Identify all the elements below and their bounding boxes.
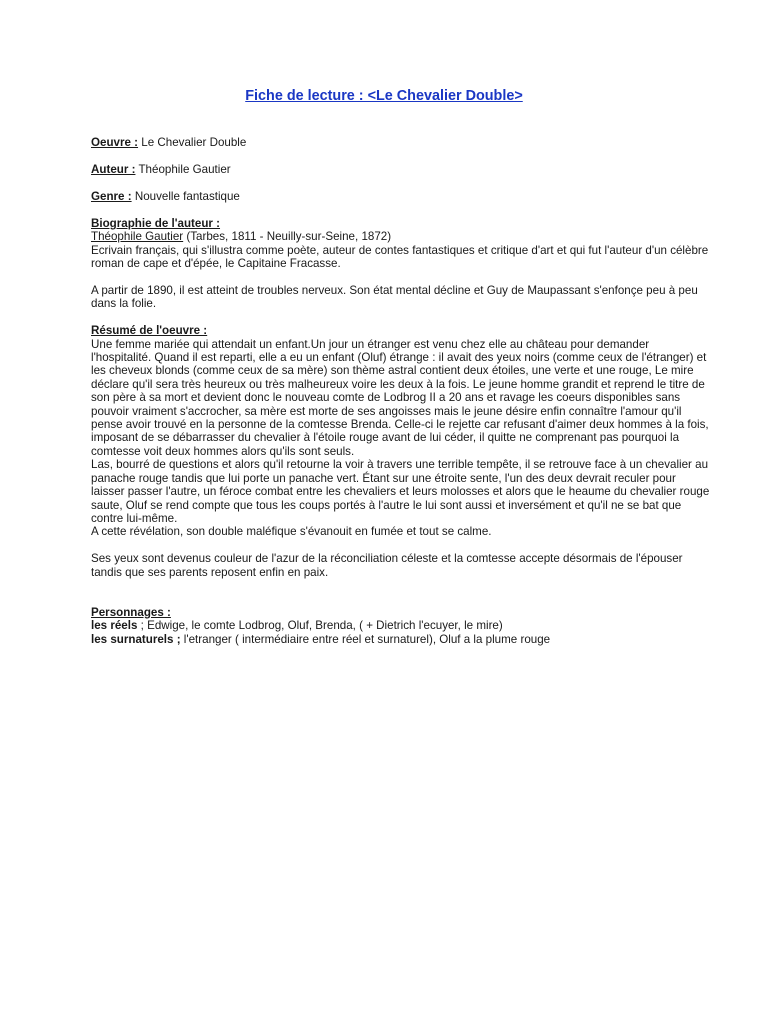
resume-paragraph-4: Ses yeux sont devenus couleur de l'azur de la réconciliation céleste et la comtesse accepte désormais de l'épouser tandis que ses parents reposent enfin en paix. [91,552,683,579]
resume-paragraph-3: A cette révélation, son double maléfique s'évanouit en fumée et tout se calme. [91,525,492,539]
resume-section [91,324,711,579]
author-name-link[interactable]: Théophile Gautier [91,230,184,244]
resume-paragraph-1: Une femme mariée qui attendait un enfant.Un jour un étranger est venu chez elle au château pour demander l'hospitalité. Quand il est reparti, elle a eu un enfant (Oluf) étrange : il avait des yeux noirs (comme ceux de l'étranger) et les cheveux blonds (comme ceux de sa mère) son thème astral contient deux étoiles, une verte et une rouge, Le mire déclare qu'il sera très heureux ou très malheureux voire les deux à la fois. Le jeune homme grandit et reprend le titre de son père à sa mort et devient donc le nouveau comte de Lodbrog II a 20 ans et ravage les coeurs disponibles sans pouvoir vraiment s'accrocher, sa mère est morte de ses angoisses mais le jeune désire enfin connaître l'amour qu'il pense avoir trouvé en la personne de la comtesse Brenda. Celle-ci le rejette car refusant d'aimer deux hommes à la fois, imposant de se débarrasser du chevalier à l'étoile rouge avant de lui céder, il quitte ne comprenant pas pourquoi la comtesse voit deux hommes alors qu'ils sont seuls. [91,337,709,458]
personnages-reels-line [91,619,711,632]
personnages-surnaturels-value: l'etranger ( intermédiaire entre réel et surnaturel), Oluf a la plume rouge [180,632,551,646]
biographie-heading: Biographie de l'auteur : [91,217,221,230]
field-auteur [91,163,711,176]
biographie-paragraph-2: A partir de 1890, il est atteint de troubles nerveux. Son état mental décline et Guy de Maupassant s'enfonçe peu à peu dans la folie. [91,284,698,311]
document-content [91,136,711,646]
document-title: Fiche de lecture : <Le Chevalier Double> [245,88,523,104]
resume-heading: Résumé de l'oeuvre : [91,324,208,338]
field-oeuvre-value: Le Chevalier Double [141,136,247,149]
field-genre [91,190,711,203]
biographie-paragraph-1: Ecrivain français, qui s'illustra comme poète, auteur de contes fantastiques et critique d'art et qui fut l'auteur d'un célèbre roman de cape et d'épée, le Capitaine Fracasse. [91,243,709,271]
personnages-surnaturels-line [91,633,711,646]
field-oeuvre-label: Oeuvre : [91,136,139,149]
personnages-reels-value: ; Edwige, le comte Lodbrog, Oluf, Brenda, ( + Dietrich l'ecuyer, le mire) [137,619,503,633]
biographie-author-line [91,230,711,243]
personnages-reels-label: les réels [91,619,138,633]
field-auteur-label: Auteur : [91,163,136,176]
field-auteur-value: Théophile Gautier [138,163,231,176]
field-genre-label: Genre : [91,190,132,203]
personnages-heading: Personnages : [91,605,171,619]
personnages-section [91,606,711,646]
field-genre-value: Nouvelle fantastique [134,190,240,203]
spacer [91,579,711,606]
author-dates: (Tarbes, 1811 - Neuilly-sur-Seine, 1872) [183,230,392,244]
personnages-surnaturels-label: les surnaturels ; [91,632,181,646]
spacer [91,539,711,552]
biographie-section [91,217,711,311]
resume-paragraph-2: Las, bourré de questions et alors qu'il retourne la voir à travers une terrible tempête, il se retrouve face à un chevalier au panache rouge tandis que lui porte un panache vert. Étant sur une étroite sente, l'un des deux devrait reculer pour laisser passer l'autre, un féroce combat entre les chevaliers et leurs molosses et alors que le heaume du chevalier rouge saute, Oluf se rend compte que tous les coups portés à l'autre le lui sont aussi et inversément et qu'il ne se bat que contre lui-même. [91,458,710,525]
field-oeuvre [91,136,711,149]
